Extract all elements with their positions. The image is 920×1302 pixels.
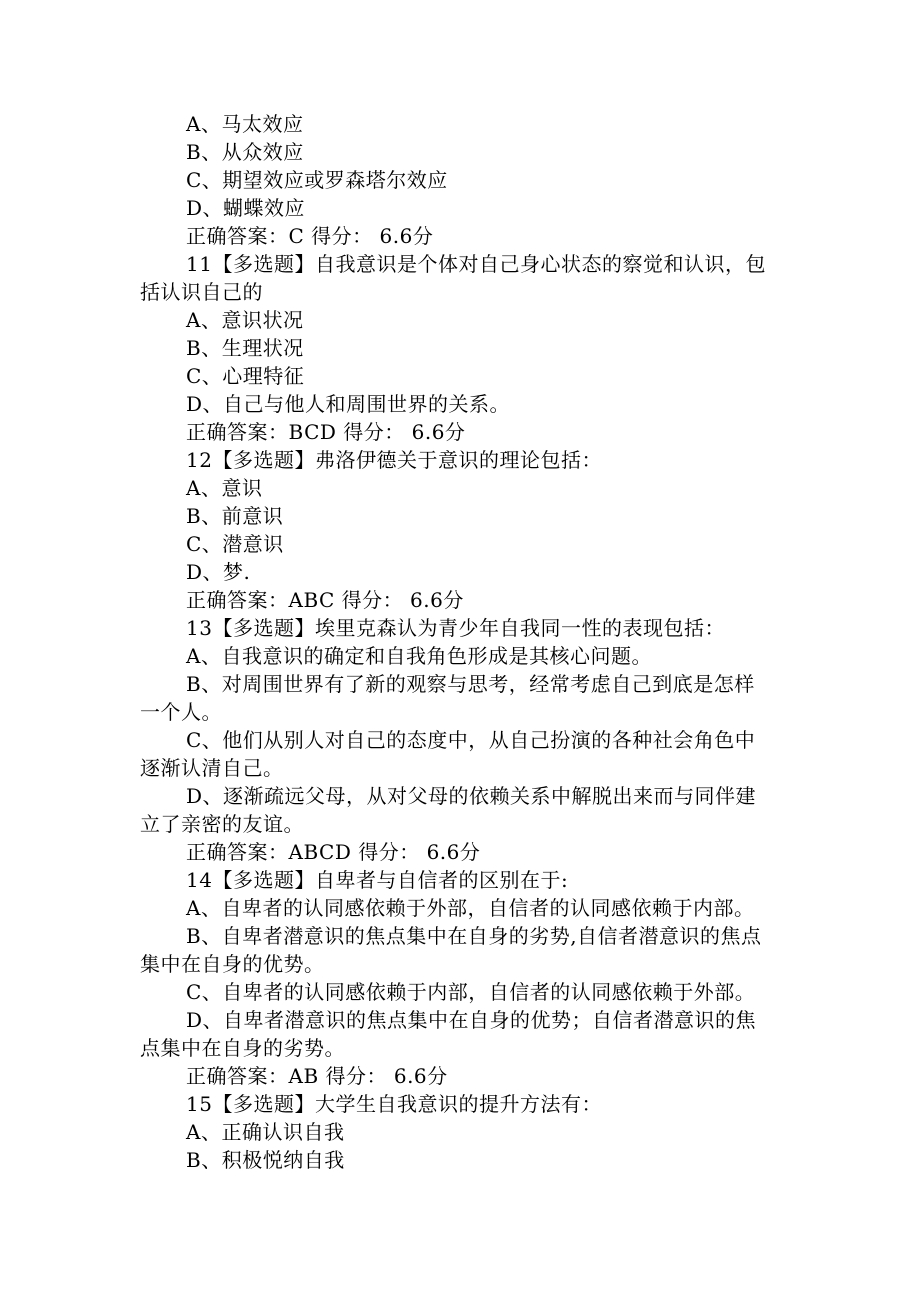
q15-stem: 15【多选题】大学生自我意识的提升方法有： xyxy=(186,1092,602,1116)
q10-answer: 正确答案：C 得分： 6.6分 xyxy=(186,224,434,248)
q11-stem-line2: 括认识自己的 xyxy=(140,280,263,304)
q14-option-b-line2: 集中在自身的优势。 xyxy=(140,952,325,976)
q11-option-a: A、意识状况 xyxy=(186,308,304,332)
q12-stem: 12【多选题】弗洛伊德关于意识的理论包括： xyxy=(186,448,602,472)
q10-option-b: B、从众效应 xyxy=(186,140,304,164)
q11-option-b: B、生理状况 xyxy=(186,336,304,360)
q10-option-d: D、蝴蝶效应 xyxy=(186,196,306,220)
q12-answer: 正确答案：ABC 得分： 6.6分 xyxy=(186,588,464,612)
q10-option-a: A、马太效应 xyxy=(186,112,304,136)
q13-option-a: A、自我意识的确定和自我角色形成是其核心问题。 xyxy=(186,644,652,668)
q10-option-c: C、期望效应或罗森塔尔效应 xyxy=(186,168,448,192)
q12-option-b: B、前意识 xyxy=(186,504,284,528)
q13-option-b-line1: B、对周围世界有了新的观察与思考，经常考虑自己到底是怎样 xyxy=(186,672,755,696)
q14-stem: 14【多选题】自卑者与自信者的区别在于: xyxy=(186,868,569,892)
q12-option-d: D、梦. xyxy=(186,560,251,584)
q13-option-c-line2: 逐渐认清自己。 xyxy=(140,756,284,780)
q14-option-a: A、自卑者的认同感依赖于外部，自信者的认同感依赖于内部。 xyxy=(186,896,755,920)
q13-option-b-line2: 一个人。 xyxy=(140,700,222,724)
document-page xyxy=(140,110,790,1174)
q11-option-c: C、心理特征 xyxy=(186,364,305,388)
q11-answer: 正确答案：BCD 得分： 6.6分 xyxy=(186,420,466,444)
q15-option-b: B、积极悦纳自我 xyxy=(186,1148,345,1172)
q14-option-d-line2: 点集中在自身的劣势。 xyxy=(140,1036,345,1060)
q13-answer: 正确答案：ABCD 得分： 6.6分 xyxy=(186,840,481,864)
q13-option-d-line1: D、逐渐疏远父母，从对父母的依赖关系中解脱出来而与同伴建 xyxy=(186,784,757,808)
q14-option-c: C、自卑者的认同感依赖于内部，自信者的认同感依赖于外部。 xyxy=(186,980,756,1004)
q13-stem: 13【多选题】埃里克森认为青少年自我同一性的表现包括： xyxy=(186,616,725,640)
q12-option-c: C、潜意识 xyxy=(186,532,284,556)
q11-option-d: D、自己与他人和周围世界的关系。 xyxy=(186,392,511,416)
q13-option-c-line1: C、他们从别人对自己的态度中，从自己扮演的各种社会角色中 xyxy=(186,728,756,752)
q13-option-d-line2: 立了亲密的友谊。 xyxy=(140,812,304,836)
q14-answer: 正确答案：AB 得分： 6.6分 xyxy=(186,1064,448,1088)
q11-stem-line1: 11【多选题】自我意识是个体对自己身心状态的察觉和认识，包 xyxy=(186,252,766,276)
q12-option-a: A、意识 xyxy=(186,476,263,500)
q14-option-b-line1: B、自卑者潜意识的焦点集中在自身的劣势,自信者潜意识的焦点 xyxy=(186,924,762,948)
q14-option-d-line1: D、自卑者潜意识的焦点集中在自身的优势；自信者潜意识的焦 xyxy=(186,1008,757,1032)
q15-option-a: A、正确认识自我 xyxy=(186,1120,345,1144)
